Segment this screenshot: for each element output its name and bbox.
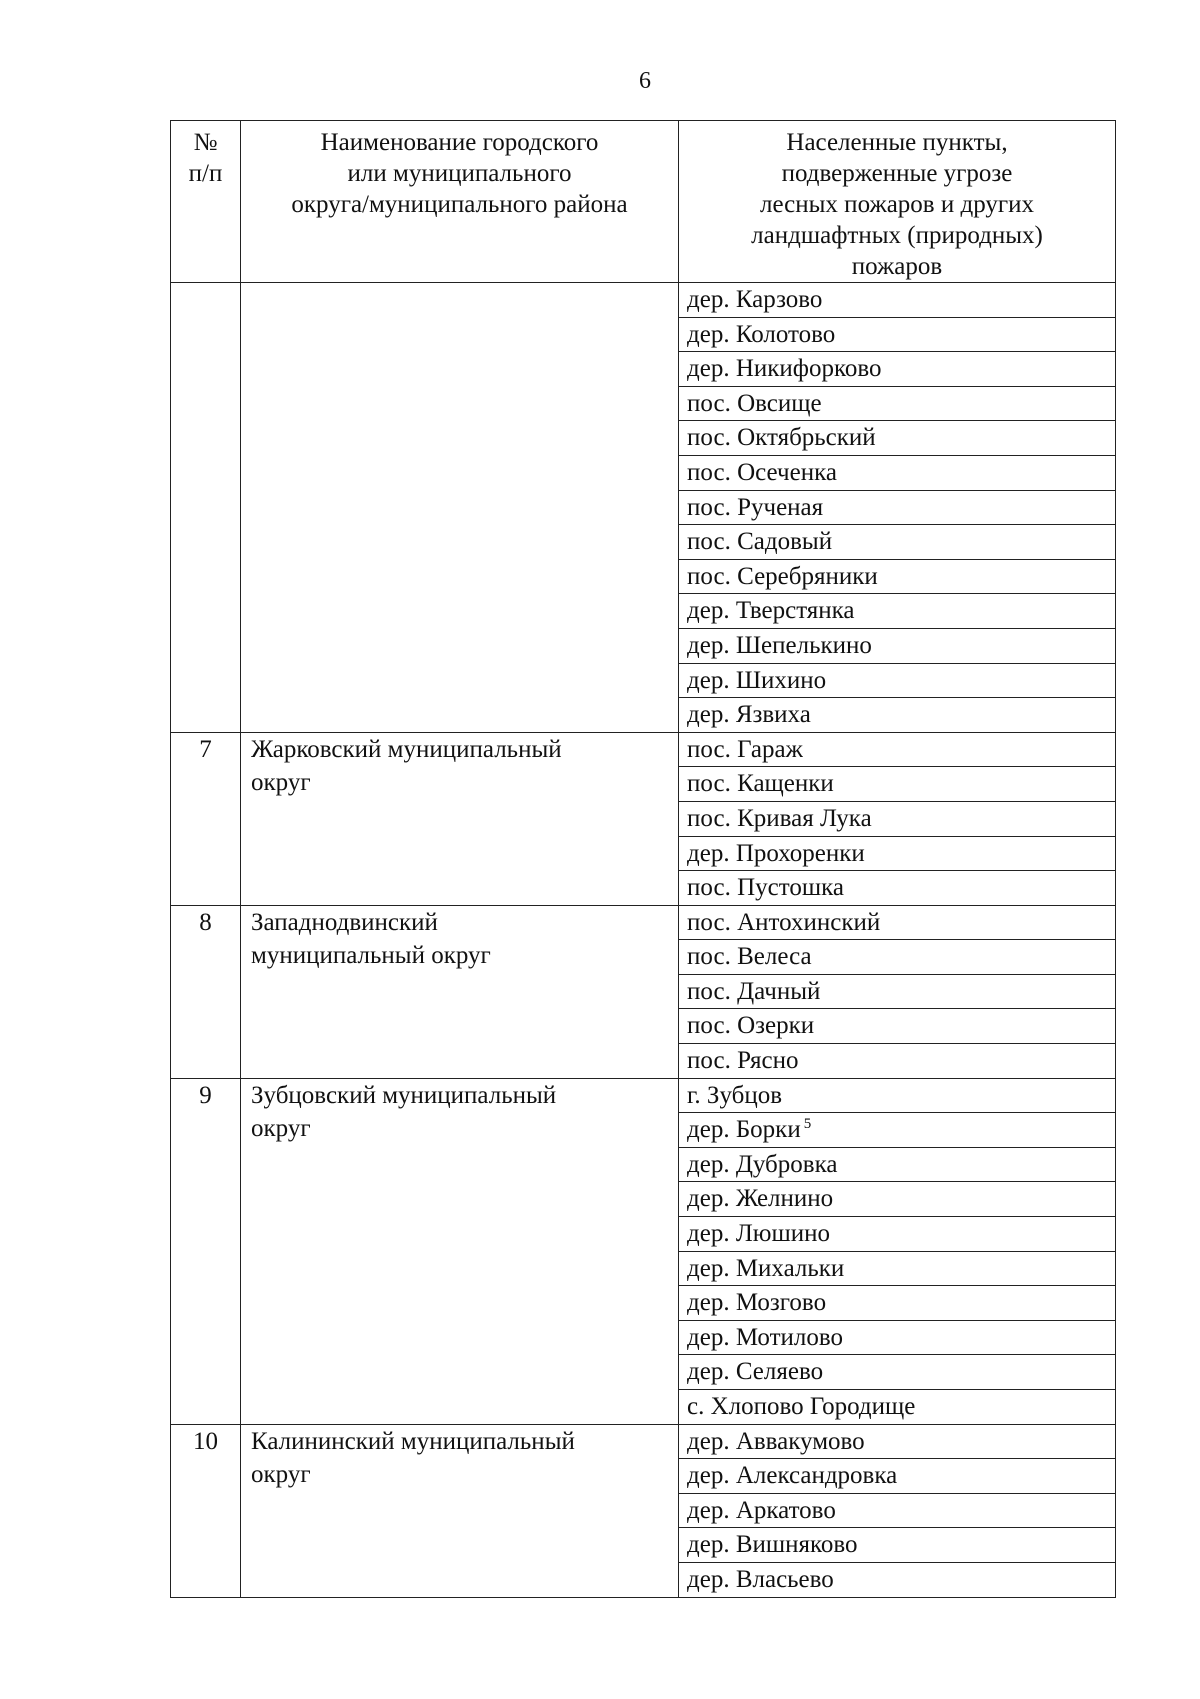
settlement-name: дер. Александровка xyxy=(687,1462,898,1490)
settlement-name: с. Хлопово Городище xyxy=(687,1393,916,1420)
header-row xyxy=(171,121,1116,283)
table-body xyxy=(171,283,1116,1598)
district-number: 8 xyxy=(171,905,241,1078)
settlement-cell xyxy=(679,1493,1116,1528)
settlement-cell xyxy=(679,663,1116,698)
settlement-cell xyxy=(679,1286,1116,1321)
district-name: Западнодвинский муниципальный округ xyxy=(241,905,679,1078)
header-district-name: Наименование городского или муниципального округа/муниципального района xyxy=(241,121,679,283)
settlement-name: дер. Колотово xyxy=(687,320,836,348)
settlement-name: пос. Осеченка xyxy=(687,458,837,486)
settlement-name: пос. Гараж xyxy=(687,735,803,763)
settlement-name: дер. Вишняково xyxy=(687,1531,858,1559)
settlement-name: дер. Аввакумово xyxy=(687,1427,865,1455)
settlement-cell xyxy=(679,1355,1116,1390)
settlement-name: дер. Шепелькино xyxy=(687,631,872,659)
settlement-name: пос. Серебряники xyxy=(687,562,878,590)
district-name xyxy=(241,283,679,733)
settlement-cell xyxy=(679,1562,1116,1597)
table-row xyxy=(171,905,1116,940)
settlement-name: дер. Мозгово xyxy=(687,1289,827,1317)
header-number: № п/п xyxy=(171,121,241,283)
settlement-name: дер. Михальки xyxy=(687,1254,845,1282)
settlement-name: пос. Озерки xyxy=(687,1012,815,1040)
settlement-cell xyxy=(679,1424,1116,1459)
settlement-cell xyxy=(679,1182,1116,1217)
settlement-name: пос. Велеса xyxy=(687,943,812,971)
district-name: Калининский муниципальный округ xyxy=(241,1424,679,1597)
settlement-cell xyxy=(679,732,1116,767)
settlement-cell xyxy=(679,940,1116,975)
settlement-name: пос. Октябрьский xyxy=(687,424,876,452)
settlement-name: дер. Мотилово xyxy=(687,1323,844,1351)
settlement-cell xyxy=(679,1528,1116,1563)
settlement-name: дер. Желнино xyxy=(687,1185,834,1213)
settlement-name: пос. Пустошка xyxy=(687,874,844,902)
settlement-name: дер. Власьево xyxy=(687,1565,834,1593)
footnote-marker: 5 xyxy=(803,1116,812,1133)
settlement-cell xyxy=(679,767,1116,802)
settlement-name: дер. Прохоренки xyxy=(687,839,865,867)
settlement-name: дер. Люшино xyxy=(687,1220,830,1248)
settlement-name: дер. Никифорково xyxy=(687,355,882,383)
settlement-cell xyxy=(679,525,1116,560)
settlement-name: дер. Селяево xyxy=(687,1358,824,1386)
district-number: 7 xyxy=(171,732,241,905)
settlement-name: пос. Овсище xyxy=(687,389,822,417)
settlement-cell xyxy=(679,1009,1116,1044)
settlement-cell xyxy=(679,386,1116,421)
settlement-cell xyxy=(679,317,1116,352)
settlement-name: пос. Антохинский xyxy=(687,908,881,936)
settlement-name: пос. Кривая Лука xyxy=(687,804,872,832)
settlement-name: дер. Дубровка xyxy=(687,1150,838,1178)
settlement-cell xyxy=(679,283,1116,318)
settlement-cell xyxy=(679,1390,1116,1425)
settlement-cell xyxy=(679,1320,1116,1355)
settlement-name: дер. Карзово xyxy=(687,286,823,313)
settlement-cell xyxy=(679,455,1116,490)
settlement-name: пос. Кащенки xyxy=(687,770,834,798)
settlement-name: пос. Дачный xyxy=(687,977,821,1005)
settlement-cell xyxy=(679,490,1116,525)
settlement-cell xyxy=(679,594,1116,629)
settlement-cell xyxy=(679,801,1116,836)
district-number xyxy=(171,283,241,733)
district-name: Жарковский муниципальный округ xyxy=(241,732,679,905)
settlement-cell xyxy=(679,698,1116,733)
settlement-name: пос. Рученая xyxy=(687,493,824,521)
settlement-cell xyxy=(679,1078,1116,1113)
settlement-name: дер. Тверстянка xyxy=(687,597,855,625)
settlement-cell xyxy=(679,1217,1116,1252)
header-settlements: Населенные пункты, подверженные угрозе лесных пожаров и других ландшафтных (природных) пожаров xyxy=(679,121,1116,283)
settlement-cell xyxy=(679,1251,1116,1286)
page-number: 6 xyxy=(639,68,651,94)
settlement-cell xyxy=(679,1044,1116,1079)
table-row xyxy=(171,1424,1116,1459)
settlement-name: дер. Аркатово xyxy=(687,1496,836,1524)
settlement-cell xyxy=(679,836,1116,871)
settlement-cell xyxy=(679,905,1116,940)
settlement-name: дер. Шихино xyxy=(687,666,827,694)
table-row xyxy=(171,283,1116,318)
settlement-name: дер. Борки xyxy=(687,1116,801,1144)
district-number: 10 xyxy=(171,1424,241,1597)
settlement-name: пос. Рясно xyxy=(687,1047,799,1075)
settlements-table xyxy=(170,120,1116,1598)
settlement-name: г. Зубцов xyxy=(687,1081,783,1109)
settlement-cell xyxy=(679,559,1116,594)
table-row xyxy=(171,1078,1116,1113)
settlement-cell xyxy=(679,1459,1116,1494)
settlement-name: дер. Язвиха xyxy=(687,701,811,729)
settlement-cell xyxy=(679,352,1116,387)
settlement-cell xyxy=(679,421,1116,456)
settlement-name: пос. Садовый xyxy=(687,528,833,556)
settlement-cell xyxy=(679,1147,1116,1182)
table-row xyxy=(171,732,1116,767)
table-header xyxy=(171,121,1116,283)
settlement-cell xyxy=(679,871,1116,906)
settlement-cell xyxy=(679,1113,1116,1148)
district-name: Зубцовский муниципальный округ xyxy=(241,1078,679,1424)
settlement-cell xyxy=(679,628,1116,663)
settlement-cell xyxy=(679,974,1116,1009)
district-number: 9 xyxy=(171,1078,241,1424)
